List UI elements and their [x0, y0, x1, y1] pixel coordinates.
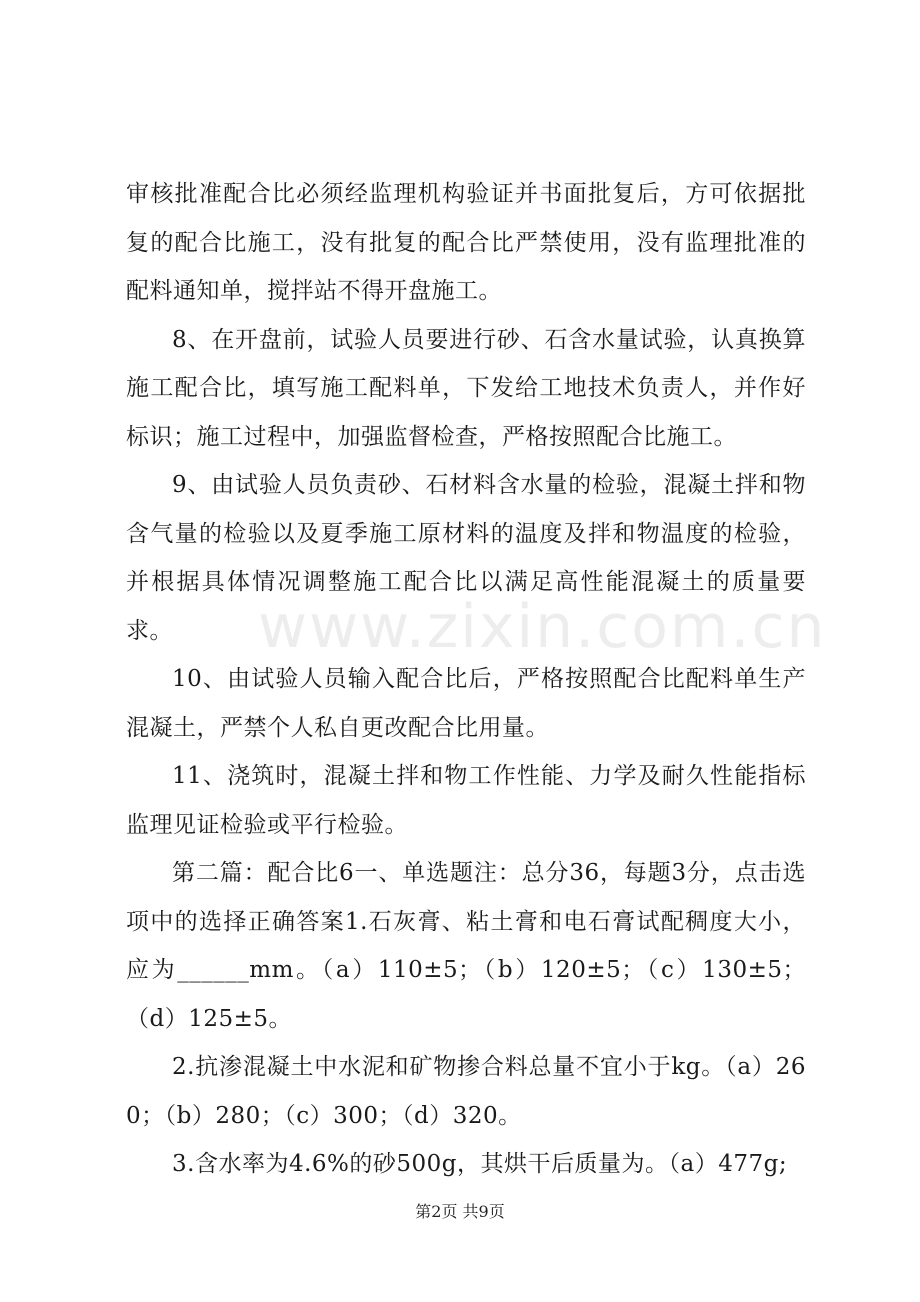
paragraph-item-8: 8、在开盘前，试验人员要进行砂、石含水量试验，认真换算施工配合比，填写施工配料单，下发给工地技术负责人，并作好标识；施工过程中，加强监督检查，严格按照配合比施工。 [126, 326, 806, 450]
paragraph-part-two-question-1: 第二篇：配合比6一、单选题注：总分36，每题3分，点击选项中的选择正确答案1.石灰膏、粘土膏和电石膏试配稠度大小，应为______mm。（a）110±5；（b）120±5；（c）130±5；（d）125±5。 [126, 860, 806, 1032]
paragraph-item-9: 9、由试验人员负责砂、石材料含水量的检验，混凝土拌和物含气量的检验以及夏季施工原材料的温度及拌和物温度的检验，并根据具体情况调整施工配合比以满足高性能混凝土的质量要求。 [126, 472, 806, 644]
document-body [126, 170, 806, 1189]
page-footer: 第2页 共9页 [415, 1202, 505, 1221]
paragraph-question-3: 3.含水率为4.6%的砂500g，其烘干后质量为。（a）477g; [172, 1151, 788, 1177]
paragraph-item-11: 11、浇筑时，混凝土拌和物工作性能、力学及耐久性能指标监理见证检验或平行检验。 [126, 763, 806, 838]
paragraph-question-2: 2.抗渗混凝土中水泥和矿物掺合料总量不宜小于kg。（a）260；（b）280；（c）300；（d）320。 [126, 1054, 806, 1129]
watermark: www.zixin.com.cn [258, 592, 827, 662]
paragraph-continuation: 审核批准配合比必须经监理机构验证并书面批复后，方可依据批复的配合比施工，没有批复的配合比严禁使用，没有监理批准的配料通知单，搅拌站不得开盘施工。 [126, 181, 806, 304]
paragraph-item-10: 10、由试验人员输入配合比后，严格按照配合比配料单生产混凝土，严禁个人私自更改配合比用量。 [126, 666, 806, 741]
